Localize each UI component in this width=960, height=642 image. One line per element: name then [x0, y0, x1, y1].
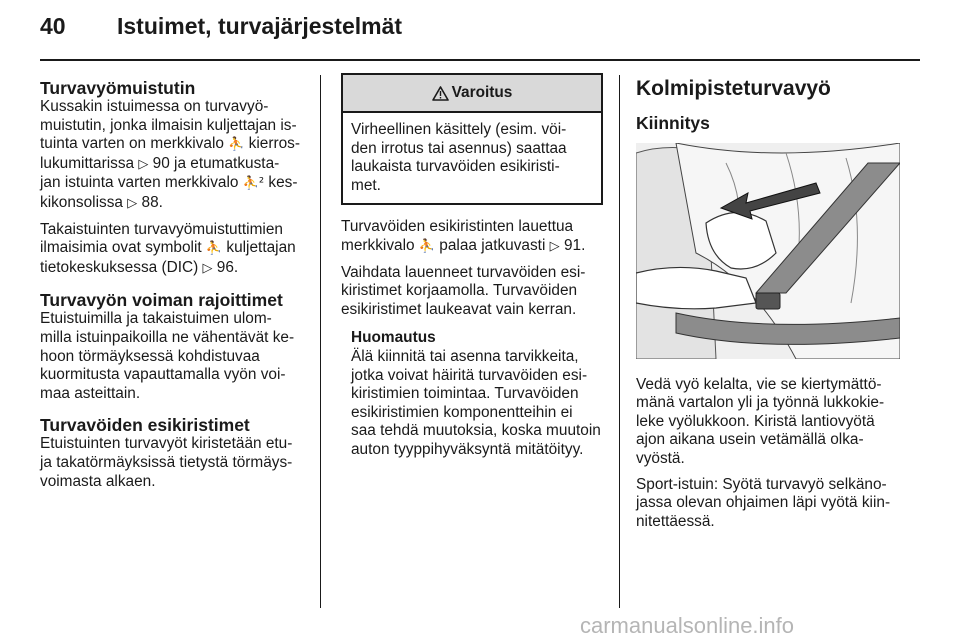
warning-header	[343, 75, 601, 113]
rear-reminder-paragraph: Takaistuinten turvavyömuistuttimien ilmaisimia ovat symbolit ⛹ kuljettajan tietokeskuksessa (DIC) ▷ 96.	[40, 220, 296, 276]
seat-belt-reminder-icon: ⛹	[205, 241, 223, 257]
column-divider-right	[619, 75, 620, 608]
watermark: carmanualsonline.info	[580, 613, 795, 638]
pulling-instructions: Vedä vyö kelalta, vie se kiertymättö- mänä vartalon yli ja työnnä lukkokie- leke vyölukkoon. Kiristä lantiovyötä ajon aikana usein vetämällä olka- vyöstä.	[636, 375, 885, 467]
seat-belt-reminder-icon: ⛹	[228, 137, 245, 153]
passenger-seat-belt-reminder-icon: ⛹²	[242, 176, 265, 192]
seat-belt-fastening-illustration	[636, 143, 900, 359]
page-reference-arrow-icon: ▷	[202, 260, 213, 276]
column-divider-left	[320, 75, 321, 608]
warning-triangle-icon	[432, 86, 449, 101]
page-reference-arrow-icon: ▷	[127, 195, 138, 211]
warning-title: Varoitus	[451, 83, 513, 101]
chapter-title: Istuimet, turvajärjestelmät	[117, 13, 403, 39]
replacement-paragraph: Vaihdata lauenneet turvavöiden esi- kiristimet korjaamolla. Turvavöiden esikiristimet laukeavat vain kerran.	[341, 263, 586, 318]
column-3	[636, 76, 908, 538]
heading-force-limiters: Turvavyön voiman rajoittimet	[40, 290, 283, 311]
page-reference-arrow-icon: ▷	[138, 156, 149, 172]
heading-pretensioners: Turvavöiden esikiristimet	[40, 415, 250, 436]
warning-box	[341, 73, 603, 205]
heading-three-point-belt: Kolmipisteturvavyö	[636, 77, 831, 100]
note-title: Huomautus	[351, 329, 436, 347]
page-number: 40	[40, 13, 66, 39]
column-1	[40, 78, 306, 498]
page-header	[0, 0, 960, 60]
pretensioners-paragraph: Etuistuinten turvavyöt kiristetään etu- ja takatörmäyksissä tietystä törmäys- voimasta alkaen.	[40, 435, 293, 490]
heading-fastening: Kiinnitys	[636, 113, 710, 133]
sport-seat-instructions: Sport-istuin: Syötä turvavyö selkäno- jassa olevan ohjaimen läpi vyötä kiin- nitettäessä.	[636, 475, 891, 530]
warning-body: Virheellinen käsittely (esim. vöi- den irrotus tai asennus) saattaa laukaista turvavöiden esikiristi- met.	[351, 121, 567, 194]
note-block: Huomautus Älä kiinnitä tai asenna tarvikkeita, jotka voivat häiritä turvavöiden esi- kiristimien toimintaa. Turvavöiden esikiristimien komponentteihin ei saa tehdä muutoksia, koska muutoin auton tyyppihyväksyntä mitätöityy.	[341, 329, 603, 459]
page-reference-arrow-icon: ▷	[549, 238, 560, 254]
heading-seatbelt-reminder: Turvavyömuistutin	[40, 78, 196, 98]
reminder-paragraph: Kussakin istuimessa on turvavyö- muistutin, jonka ilmaisin kuljettajan is- tuinta varten on merkkivalo ⛹ kierros- lukumittarissa ▷ 90 ja etumatkusta- jan istuinta varten merkkivalo ⛹² kes- kikonsolissa ▷ 88.	[40, 98, 300, 211]
column-2	[341, 75, 603, 460]
deployment-paragraph: Turvavöiden esikiristinten lauettua merkkivalo ⛹ palaa jatkuvasti ▷ 91.	[341, 218, 586, 254]
airbag-system-icon: ⛹	[418, 238, 436, 254]
force-limiters-paragraph: Etuistuimilla ja takaistuimen ulom- milla istuinpaikoilla ne vähentävät ke- hoon törmäyksessä kohdistuvaa kuormitusta vapauttamalla vyön voi- maa asteittain.	[40, 310, 295, 402]
header-rule	[40, 59, 920, 61]
